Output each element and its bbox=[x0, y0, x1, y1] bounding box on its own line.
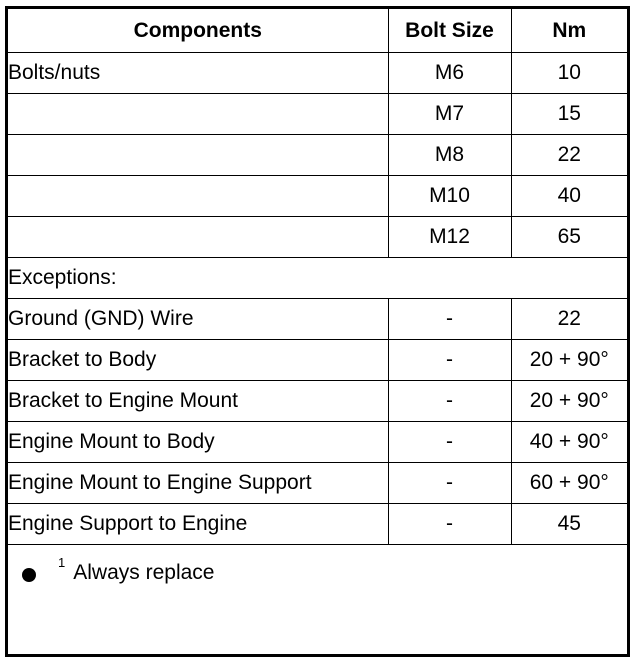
bolt-size-cell: - bbox=[388, 380, 511, 421]
table-row bbox=[8, 503, 627, 544]
bolt-size-cell: M12 bbox=[388, 216, 511, 257]
table-row bbox=[8, 380, 627, 421]
footnote-marker: 1 bbox=[58, 555, 66, 570]
table-row bbox=[8, 339, 627, 380]
component-cell: Bolts/nuts bbox=[8, 52, 388, 93]
torque-cell: 20 + 90° bbox=[511, 380, 627, 421]
component-cell bbox=[8, 93, 388, 134]
bolt-size-cell: - bbox=[388, 339, 511, 380]
column-header-nm: Nm bbox=[511, 9, 627, 52]
torque-cell: 40 + 90° bbox=[511, 421, 627, 462]
table-row bbox=[8, 52, 627, 93]
table-row bbox=[8, 298, 627, 339]
torque-cell: 15 bbox=[511, 93, 627, 134]
component-cell: Ground (GND) Wire bbox=[8, 298, 388, 339]
component-cell bbox=[8, 175, 388, 216]
torque-spec-table-frame bbox=[5, 6, 630, 657]
table-row bbox=[8, 175, 627, 216]
bolt-size-cell: - bbox=[388, 503, 511, 544]
component-cell: Engine Mount to Engine Support bbox=[8, 462, 388, 503]
bolt-size-cell: M8 bbox=[388, 134, 511, 175]
bolt-size-cell: M6 bbox=[388, 52, 511, 93]
table-row bbox=[8, 93, 627, 134]
torque-cell: 22 bbox=[511, 134, 627, 175]
component-cell bbox=[8, 216, 388, 257]
torque-cell: 45 bbox=[511, 503, 627, 544]
component-cell: Engine Mount to Body bbox=[8, 421, 388, 462]
exceptions-section-row bbox=[8, 257, 627, 298]
footnote bbox=[22, 555, 215, 584]
torque-cell: 60 + 90° bbox=[511, 462, 627, 503]
component-cell: Engine Support to Engine bbox=[8, 503, 388, 544]
torque-cell: 20 + 90° bbox=[511, 339, 627, 380]
component-cell: Bracket to Engine Mount bbox=[8, 380, 388, 421]
torque-cell: 10 bbox=[511, 52, 627, 93]
torque-spec-table bbox=[8, 9, 627, 545]
column-header-bolt-size: Bolt Size bbox=[388, 9, 511, 52]
table-row bbox=[8, 462, 627, 503]
bolt-size-cell: - bbox=[388, 298, 511, 339]
component-cell: Bracket to Body bbox=[8, 339, 388, 380]
torque-cell: 65 bbox=[511, 216, 627, 257]
column-header-components: Components bbox=[8, 9, 388, 52]
torque-cell: 40 bbox=[511, 175, 627, 216]
table-row bbox=[8, 134, 627, 175]
exceptions-label: Exceptions: bbox=[8, 257, 627, 298]
component-cell bbox=[8, 134, 388, 175]
bolt-size-cell: M10 bbox=[388, 175, 511, 216]
footnote-text: Always replace bbox=[73, 561, 215, 584]
bolt-size-cell: - bbox=[388, 462, 511, 503]
torque-cell: 22 bbox=[511, 298, 627, 339]
bolt-size-cell: M7 bbox=[388, 93, 511, 134]
table-header-row bbox=[8, 9, 627, 52]
table-row bbox=[8, 421, 627, 462]
bolt-size-cell: - bbox=[388, 421, 511, 462]
bullet-icon bbox=[22, 568, 36, 582]
table-row bbox=[8, 216, 627, 257]
